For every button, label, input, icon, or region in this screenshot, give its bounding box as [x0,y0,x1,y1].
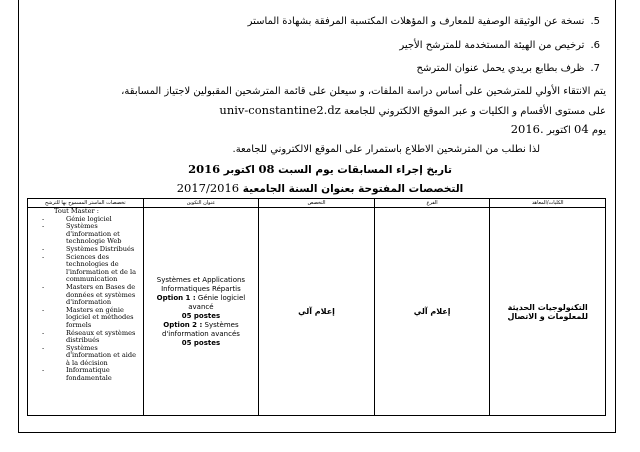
exam-date-year: 2016 [188,162,221,176]
header-institution: الكليات/المعاهد [490,199,606,208]
paragraph-line-3 [511,122,606,136]
list-item: - Systèmes d'information et technologie Web [28,223,143,246]
option-1-posts: 05 postes [181,311,221,320]
option-1-label: Option 1 : [156,293,196,302]
list-item-text: ظرف بطابع بريدي يحمل عنوان المترشح [416,63,585,74]
table-row [28,208,606,416]
specialties-table [27,198,606,416]
date-year: 2016. [510,122,544,136]
date-prefix: يوم [591,125,606,136]
header-branch: الفرع [374,199,490,208]
table-title [0,181,640,195]
date-day: 04 [574,122,589,136]
list-item: - Systèmes Distribués [28,246,143,254]
list-item: - Sciences des technologies de l'information et de la communication [28,254,143,284]
list-item: - Masters en génie logiciel et méthodes formels [28,307,143,330]
training-option-1 [144,294,259,312]
list-item: - Systèmes d'information et aide à la décision [28,345,143,368]
option-2-posts: 05 postes [181,338,221,347]
list-number: 6. [590,40,600,51]
list-item-text: نسخة عن الوثيقة الوصفية للمعارف و المؤهلات المكتسبة المرفقة بشهادة الماستر [247,16,585,27]
list-item: - Masters en Bases de données et systèmes d'information [28,284,143,307]
date-month: اكتوبر [546,125,571,136]
paragraph-line-1: يتم الانتقاء الأولي للمترشحين على أساس دراسة الملفات، و سيعلن على قائمة المترشحين المقبولين لاجتياز المسابقة، [121,86,606,97]
list-item: - Informatique fondamentale [28,367,143,382]
option-2-text: Systèmes d'information avancés [161,320,240,338]
paragraph-line-2-text: على مستوى الأقسام و الكليات و عبر الموقع الالكتروني للجامعة [343,106,606,117]
list-item: - Génie logiciel [28,216,143,224]
list-item-7 [417,63,600,74]
paragraph-line-2 [219,103,606,117]
list-number: 5. [590,16,600,27]
option-1-text: Génie logiciel avancé [188,293,246,311]
training-title: Systèmes et Applications Informatiques Répartis [156,275,246,293]
header-specialty: التخصص [259,199,375,208]
cell-masters [28,208,144,416]
exam-date-text: تاريخ إجراء المسابقات يوم السبت [278,164,452,176]
list-item: - Réseaux et systèmes distribués [28,330,143,345]
exam-date-day: 08 [258,162,275,176]
table-header-row [28,199,606,208]
masters-list [28,216,143,383]
list-item-text: ترخيص من الهيئة المستخدمة للمترشح الأجير [399,40,585,51]
exam-date-heading [0,162,640,176]
exam-date-month: اكتوبر [223,164,255,176]
masters-heading: Tout Master : [54,207,99,215]
cell-branch: إعلام آلي [374,208,490,416]
option-2-label: Option 2 : [163,320,203,329]
cell-specialty: إعلام آلي [259,208,375,416]
cell-institution: التكنولوجيات الحديثة للمعلومات و الاتصال [490,208,606,416]
list-item-5 [248,16,600,27]
list-item-6 [399,40,600,51]
table-title-year: 2017/2016 [176,181,240,195]
header-training: عنوان التكوين [143,199,259,208]
header-masters: تخصصات الماستر المسموح بها للترشح [28,199,144,208]
university-website: univ-constantine2.dz [219,103,341,117]
cell-training [143,208,259,416]
table-title-text: التخصصات المفتوحة بعنوان السنة الجامعية [242,183,464,195]
training-option-2 [144,321,259,339]
list-number: 7. [590,63,600,74]
notice-text: لذا نطلب من المترشحين الاطلاع باستمرار على الموقع الالكتروني للجامعة. [232,144,540,155]
